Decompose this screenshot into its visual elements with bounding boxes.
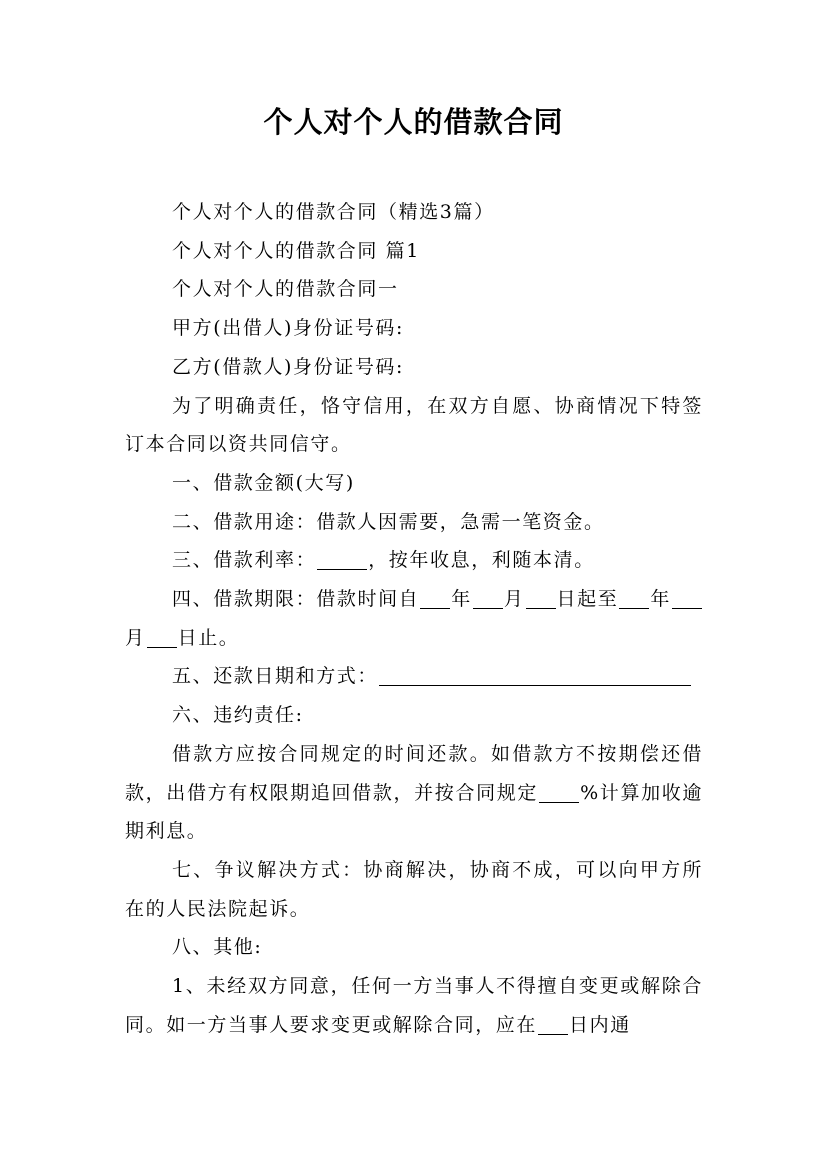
text: 年 (650, 588, 672, 611)
text: ，按年收息，利随本清。 (368, 549, 595, 572)
text: 四、借款期限：借款时间自 (172, 588, 420, 611)
fill-blank (473, 589, 503, 609)
fill-blank (619, 589, 649, 609)
clause-6-liability (125, 696, 703, 735)
text: 月 (125, 626, 146, 649)
text: 日起至 (556, 588, 619, 611)
text: %计算加收逾期利息。 (125, 781, 703, 843)
fill-blank (420, 589, 450, 609)
clause-3-interest (125, 541, 703, 580)
paragraph-part-heading (125, 232, 703, 271)
text: 月 (503, 588, 525, 611)
text: 一、借款金额(大写) (172, 471, 355, 494)
fill-blank (538, 1015, 568, 1035)
paragraph-party-a (125, 309, 703, 348)
text: 乙方(借款人)身份证号码: (172, 355, 405, 378)
text: 为了明确责任，恪守信用，在双方自愿、协商情况下特签订本合同以资共同信守。 (125, 394, 703, 456)
text: 八、其他: (172, 936, 263, 959)
paragraph-subtitle (125, 193, 703, 232)
clause-1-amount (125, 464, 703, 503)
document-title: 个人对个人的借款合同 (263, 105, 564, 139)
fill-blank (539, 783, 579, 803)
clause-5-repayment (125, 657, 703, 696)
text: 日止。 (177, 626, 240, 649)
clause-6-detail (125, 735, 703, 851)
text: 借款方应按合同规定的时间还款。如借款方不按期偿还借款，出借方有权限期追回借款，并按合同规定 (125, 742, 703, 804)
text: 三、借款利率： (172, 549, 317, 572)
text: 五、还款日期和方式： (172, 665, 379, 688)
document-body (125, 193, 703, 1044)
paragraph-party-b (125, 348, 703, 387)
paragraph-preamble (125, 387, 703, 464)
paragraph-contract-heading (125, 270, 703, 309)
text: 个人对个人的借款合同（精选3篇） (172, 201, 495, 223)
text: 二、借款用途：借款人因需要，急需一笔资金。 (172, 510, 605, 533)
text: 日内通 (569, 1013, 631, 1036)
text: 六、违约责任: (172, 704, 304, 727)
fill-blank (379, 666, 691, 686)
clause-8-other (125, 928, 703, 967)
fill-blank (672, 589, 702, 609)
text: 七、争议解决方式：协商解决，协商不成，可以向甲方所在的人民法院起诉。 (125, 858, 703, 920)
clause-7-dispute (125, 851, 703, 928)
text: 1、未经双方同意，任何一方当事人不得擅自变更或解除合同。如一方当事人要求变更或解除合同，应在 (125, 975, 703, 1036)
fill-blank (317, 550, 367, 570)
text: 甲方(出借人)身份证号码: (172, 317, 405, 340)
text: 个人对个人的借款合同一 (172, 278, 399, 301)
clause-4-term (125, 580, 703, 657)
text: 个人对个人的借款合同 篇1 (172, 239, 420, 262)
text: 年 (451, 588, 472, 611)
clause-2-purpose (125, 503, 703, 542)
clause-8-item-1 (125, 967, 703, 1044)
fill-blank (147, 628, 177, 648)
fill-blank (526, 589, 556, 609)
